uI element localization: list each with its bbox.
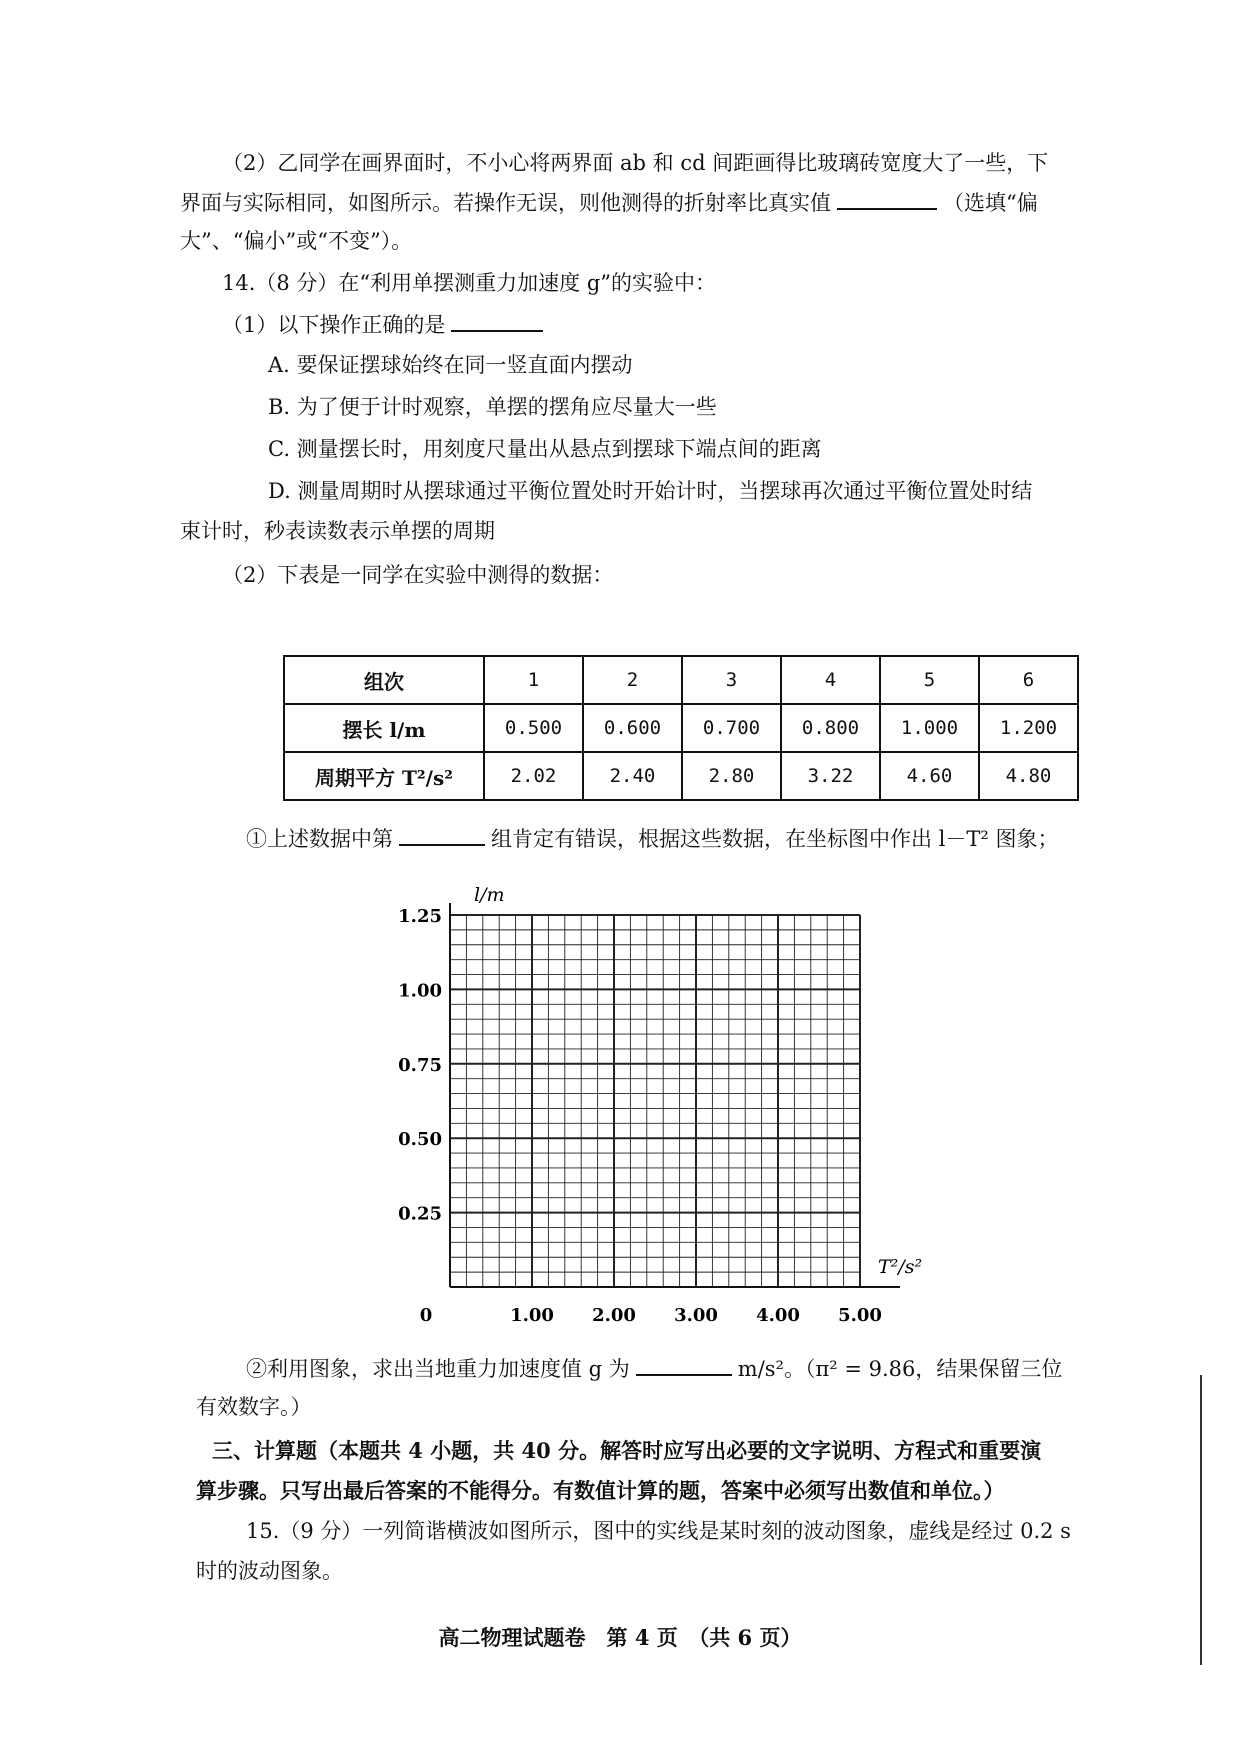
option-d-line-1: D. 测量周期时从摆球通过平衡位置处时开始计时，当摆球再次通过平衡位置处时结 <box>268 479 1033 503</box>
table-cell: 3.22 <box>781 752 880 800</box>
sub-question-2-line-2: 有效数字。） <box>196 1395 312 1419</box>
q14-title: 14.（8 分）在“利用单摆测重力加速度 g”的实验中： <box>222 271 717 295</box>
y-tick-label: 1.00 <box>398 980 442 1002</box>
sub2-text: ②利用图象，求出当地重力加速度值 g 为 <box>246 1357 630 1381</box>
x-tick-label: 3.00 <box>674 1305 718 1326</box>
table-header-period: 周期平方 T²/s² <box>284 752 484 800</box>
x-axis-label: T²/s² <box>878 1256 923 1278</box>
sub1-tail: 组肯定有错误，根据这些数据，在坐标图中作出 l－T² 图象； <box>491 827 1059 851</box>
option-a: A. 要保证摆球始终在同一竖直面内摆动 <box>268 353 633 377</box>
page-footer: 高二物理试题卷 第 4 页 （共 6 页） <box>438 1625 802 1650</box>
option-b: B. 为了便于计时观察，单摆的摆角应尽量大一些 <box>268 395 717 419</box>
sub2-tail: m/s²。（π² = 9.86，结果保留三位 <box>737 1357 1063 1381</box>
y-axis-label: l/m <box>474 884 505 906</box>
table-cell: 0.500 <box>484 704 583 752</box>
y-tick-label: 0.25 <box>398 1203 442 1225</box>
sub-question-1 <box>246 822 1059 854</box>
table-cell: 2.02 <box>484 752 583 800</box>
table-cell: 1 <box>484 656 583 704</box>
option-d-line-2: 束计时，秒表读数表示单摆的周期 <box>180 519 495 543</box>
table-header-group: 组次 <box>284 656 484 704</box>
table-cell: 3 <box>682 656 781 704</box>
table-cell: 4.80 <box>979 752 1078 800</box>
table-cell: 0.600 <box>583 704 682 752</box>
table-cell: 0.700 <box>682 704 781 752</box>
option-c: C. 测量摆长时，用刻度尺量出从悬点到摆球下端点间的距离 <box>268 437 822 461</box>
origin-label: 0 <box>419 1305 433 1326</box>
q15-line-1: 15.（9 分）一列简谐横波如图所示，图中的实线是某时刻的波动图象，虚线是经过 0.2 s <box>246 1519 1071 1543</box>
p2-line-2 <box>180 186 1038 218</box>
data-table <box>283 655 1079 801</box>
table-row-lengths <box>284 704 1078 752</box>
table-row-groups <box>284 656 1078 704</box>
table-cell: 6 <box>979 656 1078 704</box>
section-3-line-2: 算步骤。只写出最后答案的不能得分。有数值计算的题，答案中必须写出数值和单位。） <box>196 1478 1005 1503</box>
p2-line-2-tail: （选填“偏 <box>943 191 1038 215</box>
table-cell: 5 <box>880 656 979 704</box>
table-row-periods <box>284 752 1078 800</box>
answer-blank-gravity[interactable] <box>636 1352 732 1376</box>
x-tick-label: 4.00 <box>756 1305 800 1326</box>
table-cell: 4 <box>781 656 880 704</box>
q14-part2: （2）下表是一同学在实验中测得的数据： <box>222 563 614 587</box>
table-cell: 2.40 <box>583 752 682 800</box>
p2-line-1: （2）乙同学在画界面时，不小心将两界面 ab 和 cd 间距画得比玻璃砖宽度大了一些，下 <box>222 151 1049 175</box>
x-tick-label: 5.00 <box>838 1305 882 1326</box>
p2-line-2-text: 界面与实际相同，如图所示。若操作无误，则他测得的折射率比真实值 <box>180 191 831 215</box>
table-cell: 2.80 <box>682 752 781 800</box>
table-cell: 1.200 <box>979 704 1078 752</box>
sub-question-2 <box>246 1352 1062 1384</box>
answer-blank-options[interactable] <box>451 308 543 332</box>
table-header-length: 摆长 l/m <box>284 704 484 752</box>
table-cell: 4.60 <box>880 752 979 800</box>
table-cell: 0.800 <box>781 704 880 752</box>
y-tick-label: 0.75 <box>398 1054 442 1076</box>
p2-line-3: 大”、“偏小”或“不变”）。 <box>180 229 413 253</box>
answer-blank-group[interactable] <box>399 822 485 846</box>
section-3-line-1: 三、计算题（本题共 4 小题，共 40 分。解答时应写出必要的文字说明、方程式和重要演 <box>212 1438 1042 1463</box>
graph-paper-chart[interactable] <box>380 860 960 1340</box>
q15-line-2: 时的波动图象。 <box>196 1559 343 1583</box>
q14-part1 <box>222 308 549 340</box>
y-tick-label: 1.25 <box>398 906 442 927</box>
q14-part1-text: （1）以下操作正确的是 <box>222 313 446 337</box>
answer-blank-refraction[interactable] <box>837 186 937 210</box>
table-cell: 2 <box>583 656 682 704</box>
table-cell: 1.000 <box>880 704 979 752</box>
sub1-text: ①上述数据中第 <box>246 827 393 851</box>
x-tick-label: 2.00 <box>592 1305 636 1326</box>
y-tick-label: 0.50 <box>398 1129 442 1151</box>
x-tick-label: 1.00 <box>510 1305 554 1326</box>
